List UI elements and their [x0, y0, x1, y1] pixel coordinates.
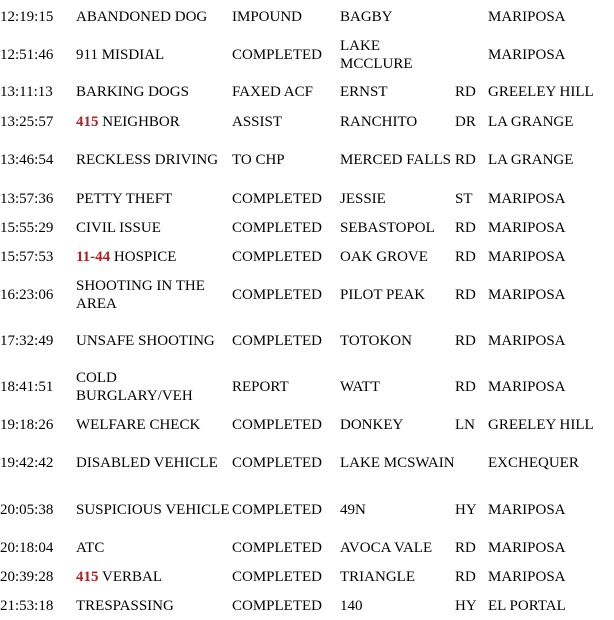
call-event — [76, 213, 232, 242]
call-event-text: COLD BURGLARY/VEH — [76, 370, 193, 404]
call-time: 13:11:13 — [0, 84, 53, 100]
call-event — [76, 184, 232, 213]
log-row — [0, 440, 614, 486]
call-event-text: ABANDONED DOG — [76, 8, 208, 25]
call-time: 20:39:28 — [0, 568, 54, 585]
call-event — [76, 318, 232, 364]
call-city: LA GRANGE — [488, 152, 574, 168]
log-row — [0, 0, 614, 33]
call-city: MARIPOSA — [488, 539, 566, 556]
call-street-suffix — [455, 33, 488, 77]
call-event — [76, 410, 232, 440]
call-event-text: NEIGHBOR — [102, 113, 180, 130]
call-city: MARIPOSA — [488, 190, 566, 207]
log-row — [0, 107, 614, 136]
log-row — [0, 533, 614, 562]
call-status: COMPLETED — [232, 597, 322, 614]
call-street: PILOT PEAK — [340, 286, 426, 303]
call-street-suffix: RD — [455, 539, 476, 556]
call-street-suffix: RD — [455, 152, 476, 168]
call-event-text: PETTY THEFT — [76, 190, 173, 207]
call-city: MARIPOSA — [488, 568, 566, 585]
call-code: 415 — [76, 113, 99, 130]
log-row — [0, 33, 614, 77]
call-code: 415 — [76, 568, 99, 585]
call-status: COMPLETED — [232, 248, 322, 265]
log-row — [0, 318, 614, 364]
call-status: FAXED ACF — [232, 84, 313, 100]
call-status: IMPOUND — [232, 8, 303, 25]
call-status: COMPLETED — [232, 47, 322, 63]
call-time: 13:57:36 — [0, 190, 54, 207]
call-street: ERNST — [340, 84, 388, 100]
call-time: 13:25:57 — [0, 113, 54, 130]
call-street-suffix: RD — [455, 84, 476, 100]
call-event — [76, 486, 232, 533]
call-street-suffix: RD — [455, 286, 476, 303]
call-street: LAKE MCSWAIN — [340, 455, 455, 471]
call-code: 11-44 — [76, 248, 111, 265]
call-city: MARIPOSA — [488, 248, 566, 265]
call-event-text: BARKING DOGS — [76, 84, 189, 100]
call-city: GREELEY HILL — [488, 84, 594, 100]
call-event-text: CIVIL ISSUE — [76, 219, 161, 236]
call-street-suffix: RD — [455, 379, 476, 395]
call-event — [76, 364, 232, 410]
log-row — [0, 410, 614, 440]
call-city: GREELEY HILL — [488, 417, 594, 433]
call-street: OAK GROVE — [340, 248, 428, 265]
call-city: MARIPOSA — [488, 47, 566, 63]
call-event — [76, 591, 232, 620]
call-status: COMPLETED — [232, 539, 322, 556]
call-event-text: DISABLED VEHICLE — [76, 455, 218, 471]
call-status: COMPLETED — [232, 333, 322, 349]
call-city: MARIPOSA — [488, 286, 566, 303]
call-event — [76, 107, 232, 136]
call-status: COMPLETED — [232, 417, 322, 433]
call-event — [76, 562, 232, 591]
call-street: BAGBY — [340, 8, 393, 25]
log-row — [0, 213, 614, 242]
call-time: 15:57:53 — [0, 248, 54, 265]
call-street-suffix: RD — [455, 248, 476, 265]
call-street-suffix: LN — [455, 417, 475, 433]
log-row — [0, 77, 614, 107]
call-event — [76, 33, 232, 77]
call-event — [76, 533, 232, 562]
call-street-suffix: HY — [455, 501, 477, 518]
call-event-text: RECKLESS DRIVING — [76, 152, 219, 168]
call-time: 21:53:18 — [0, 597, 54, 614]
call-event-text: SUSPICIOUS VEHICLE — [76, 501, 230, 518]
call-street: SEBASTOPOL — [340, 219, 435, 236]
call-time: 20:18:04 — [0, 539, 54, 556]
log-row — [0, 364, 614, 410]
call-city: MARIPOSA — [488, 333, 566, 349]
call-street: RANCHITO — [340, 113, 418, 130]
call-status: COMPLETED — [232, 219, 322, 236]
call-time: 19:42:42 — [0, 455, 54, 471]
call-street-suffix — [455, 440, 488, 486]
log-row — [0, 486, 614, 533]
call-city: MARIPOSA — [488, 8, 566, 25]
call-time: 18:41:51 — [0, 379, 54, 395]
call-event — [76, 77, 232, 107]
call-street-suffix: RD — [455, 219, 476, 236]
log-row — [0, 591, 614, 620]
log-row — [0, 242, 614, 271]
call-status: COMPLETED — [232, 568, 322, 585]
call-city: LA GRANGE — [488, 113, 574, 130]
call-status: COMPLETED — [232, 501, 322, 518]
call-street-suffix: HY — [455, 597, 477, 614]
call-event-text: WELFARE CHECK — [76, 417, 201, 433]
log-row — [0, 184, 614, 213]
call-time: 12:51:46 — [0, 47, 54, 63]
call-event-text: ATC — [76, 539, 105, 556]
call-city: MARIPOSA — [488, 501, 566, 518]
call-time: 16:23:06 — [0, 286, 54, 303]
call-event — [76, 242, 232, 271]
call-street: LAKE MCCLURE — [340, 38, 413, 72]
call-event-text: TRESPASSING — [76, 597, 174, 614]
call-city: MARIPOSA — [488, 219, 566, 236]
call-status: COMPLETED — [232, 190, 322, 207]
call-street: JESSIE — [340, 190, 386, 207]
call-street-suffix — [455, 0, 488, 33]
call-event-text: SHOOTING IN THE AREA — [76, 277, 205, 312]
call-status: ASSIST — [232, 113, 283, 130]
log-row — [0, 562, 614, 591]
call-street: 49N — [340, 501, 366, 518]
call-street-suffix: ST — [455, 190, 473, 207]
call-time: 20:05:38 — [0, 501, 54, 518]
call-street: MERCED FALLS — [340, 152, 451, 168]
call-street: TRIANGLE — [340, 568, 415, 585]
call-street-suffix: DR — [455, 113, 476, 130]
call-status: COMPLETED — [232, 455, 322, 471]
call-street: 140 — [340, 597, 363, 614]
call-street-suffix: RD — [455, 333, 476, 349]
call-event — [76, 0, 232, 33]
call-city: EL PORTAL — [488, 597, 566, 614]
log-row — [0, 136, 614, 184]
call-street: DONKEY — [340, 417, 404, 433]
call-time: 13:46:54 — [0, 152, 54, 168]
call-time: 15:55:29 — [0, 219, 54, 236]
call-street: TOTOKON — [340, 333, 412, 349]
call-time: 12:19:15 — [0, 8, 54, 25]
call-event — [76, 271, 232, 318]
call-street-suffix: RD — [455, 568, 476, 585]
call-event — [76, 136, 232, 184]
call-event-text: 911 MISDIAL — [76, 47, 165, 63]
call-status: COMPLETED — [232, 286, 322, 303]
call-event-text: UNSAFE SHOOTING — [76, 333, 215, 349]
call-time: 19:18:26 — [0, 417, 54, 433]
call-event-text: VERBAL — [101, 568, 162, 585]
call-city: EXCHEQUER — [488, 455, 579, 471]
call-status: TO CHP — [232, 152, 285, 168]
call-status: REPORT — [232, 379, 289, 395]
log-row — [0, 271, 614, 318]
call-street: WATT — [340, 379, 380, 395]
call-event-text: HOSPICE — [113, 248, 177, 265]
call-time: 17:32:49 — [0, 333, 54, 349]
call-street: AVOCA VALE — [340, 539, 433, 556]
call-event — [76, 440, 232, 486]
call-city: MARIPOSA — [488, 379, 566, 395]
